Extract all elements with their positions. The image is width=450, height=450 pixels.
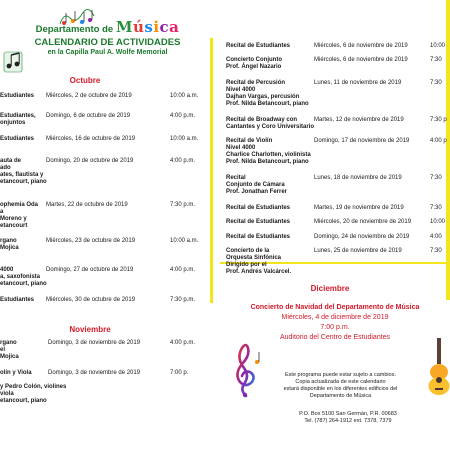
event-title-line: y Pedro Colón, violines <box>0 384 67 390</box>
event-date: Domingo, 20 de octubre de 2019 <box>46 158 134 164</box>
event-title-line: Dajhan Vargas, percusión <box>226 94 300 100</box>
event-date: Miércoles, 16 de octubre de 2019 <box>46 136 136 142</box>
event-date: Lunes, 25 de noviembre de 2019 <box>314 248 402 254</box>
december-event-date: Miércoles, 4 de diciembre de 2019 <box>281 314 389 321</box>
event-date: Domingo, 3 de noviembre de 2019 <box>48 340 141 346</box>
event-title-line: Recital de Broadway con <box>226 117 298 123</box>
december-event <box>224 303 446 343</box>
event-title <box>226 205 290 212</box>
event-title <box>226 80 309 108</box>
event-time: 4:00 p.m. <box>170 267 196 273</box>
event-date: Miércoles, 2 de octubre de 2019 <box>46 93 132 99</box>
event-time: 4:00 p.m. <box>170 340 196 346</box>
event-title <box>0 93 34 100</box>
event-title-line: Nivel 4000 <box>226 87 256 93</box>
event-time: 4:00 p.m. <box>170 158 196 164</box>
event-title-line: ates, flautista y <box>0 172 44 178</box>
event-date: Domingo, 24 de noviembre de 2019 <box>314 234 410 240</box>
musica-letter: ú <box>132 18 145 36</box>
month-heading-november: Noviembre <box>69 325 111 334</box>
event-title-line: Cantantes y Coro Universitario <box>226 124 315 130</box>
event-time: 4:00 <box>430 234 442 240</box>
event-date: Domingo, 3 de noviembre de 2019 <box>48 370 141 376</box>
event-title <box>0 202 38 230</box>
musica-letter: c <box>159 18 170 36</box>
month-heading-october: Octubre <box>69 76 101 85</box>
event-title-line: Concierto de la <box>226 248 270 254</box>
event-date: Lunes, 11 de noviembre de 2019 <box>314 80 402 86</box>
event-title-line: Recital de Estudiantes <box>226 219 291 225</box>
musica-letter: i <box>153 18 160 36</box>
event-title <box>0 267 47 288</box>
event-title-line: Concierto Conjunto <box>226 57 282 63</box>
header-title: CALENDARIO DE ACTIVIDADES <box>34 37 181 48</box>
event-title <box>0 113 36 127</box>
december-event-title: Concierto de Navidad del Departamento de Música <box>250 304 420 311</box>
event-title-line: Estudiantes <box>0 297 35 303</box>
event-title <box>0 340 19 361</box>
schedule-note-line: estará disponible en los diferentes edificios del <box>283 386 398 392</box>
event-date: Miércoles, 6 de noviembre de 2019 <box>314 57 408 63</box>
divider-right <box>446 0 450 300</box>
event-title-line: Dirigido por el <box>226 262 267 268</box>
event-date: Martes, 22 de octubre de 2019 <box>46 202 128 208</box>
event-title <box>226 175 287 196</box>
event-title-line: rgano <box>0 238 17 244</box>
header-musica <box>116 18 180 36</box>
event-title <box>226 248 291 276</box>
schedule-note <box>248 372 433 400</box>
calendar-header <box>0 18 215 56</box>
event-title-line: Recital de Percusión <box>226 80 286 86</box>
event-time: 7:30 <box>430 175 442 181</box>
event-time: 7:00 p. <box>170 370 189 376</box>
event-title-line: Recital de Violín <box>226 138 273 144</box>
event-title-line: ophemia Oda <box>0 202 39 208</box>
contact-line: Tel. (787) 264-1912 ext. 7378, 7379 <box>304 418 392 424</box>
event-title <box>226 234 290 241</box>
event-title-line: Mojica <box>0 354 19 360</box>
event-time: 4:00 p <box>430 138 447 144</box>
event-date: Domingo, 6 de octubre de 2019 <box>46 113 131 119</box>
event-title-line: Mojica <box>0 245 19 251</box>
event-title-line: Estudiantes, <box>0 113 36 119</box>
event-title-line: Charlice Charlotten, violinista <box>226 152 311 158</box>
event-title <box>0 297 34 304</box>
event-title <box>0 384 66 405</box>
schedule-note-line: Copia actualizada de este calendario <box>295 379 386 385</box>
event-title-line: onjuntos <box>0 120 26 126</box>
event-title-line: ado <box>0 165 11 171</box>
event-date: Martes, 19 de noviembre de 2019 <box>314 205 404 211</box>
musica-letter: a <box>169 18 180 36</box>
musica-letter: M <box>115 18 133 36</box>
event-title-line: etancourt, piano <box>0 281 47 287</box>
event-title-line: Recital <box>226 175 246 181</box>
event-title-line: Prof. Jonathan Ferrer <box>226 189 288 195</box>
event-title <box>0 370 32 377</box>
event-date: Miércoles, 30 de octubre de 2019 <box>46 297 136 303</box>
event-time: 7:30 p.m. <box>170 202 196 208</box>
event-title-line: Prof. Nilda Betancourt, piano <box>226 101 309 107</box>
musica-letter: s <box>144 18 154 36</box>
event-title-line: auta de <box>0 158 22 164</box>
event-date: Miércoles, 20 de noviembre de 2019 <box>314 219 412 225</box>
event-title-line: a <box>0 209 4 215</box>
event-title <box>0 238 19 252</box>
contact-info <box>268 411 428 425</box>
event-title-line: Estudiantes <box>0 93 35 99</box>
schedule-note-line: Departamento de Música <box>309 393 372 399</box>
music-notes-icon <box>2 46 24 76</box>
header-department <box>0 18 215 36</box>
event-time: 7:30 <box>430 248 442 254</box>
december-event-place: Auditorio del Centro de Estudiantes <box>279 334 391 341</box>
event-title-line: etancourt, piano <box>0 398 47 404</box>
event-title-line: a, saxofonista <box>0 274 41 280</box>
event-time: 7:30 <box>430 205 442 211</box>
event-title-line: Moreno y <box>0 216 27 222</box>
event-time: 7:30 p.m. <box>170 297 196 303</box>
event-title-line: Conjunto de Cámara <box>226 182 285 188</box>
contact-line: P.O. Box 5100 San Germán, P.R. 00683 <box>299 411 397 417</box>
event-title-line: Estudiantes <box>0 136 35 142</box>
event-date: Domingo, 27 de octubre de 2019 <box>46 267 134 273</box>
event-title-line: viola <box>0 391 14 397</box>
december-event-time: 7:00 p.m. <box>320 324 350 331</box>
event-title-line: Prof. Nilda Betancourt, piano <box>226 159 309 165</box>
month-heading-december: Diciembre <box>310 284 350 293</box>
event-date: Martes, 12 de noviembre de 2019 <box>314 117 404 123</box>
event-time: 7:30 <box>430 57 442 63</box>
event-title-line: etancourt <box>0 223 28 229</box>
event-time: 10:00 a.m. <box>170 93 199 99</box>
event-title-line: rgano <box>0 340 17 346</box>
schedule-note-line: Este programa puede estar sujeto a cambios. <box>285 372 396 378</box>
event-title-line: Recital de Estudiantes <box>226 205 291 211</box>
event-title-line: Recital de Estudiantes <box>226 234 291 240</box>
event-time: 10:00 a.m. <box>170 238 199 244</box>
event-title-line: Prof. Ángel Nazario <box>226 64 282 70</box>
event-time: 10:00 a.m. <box>170 136 199 142</box>
event-title <box>226 117 314 131</box>
event-title <box>226 57 282 71</box>
event-title <box>226 219 290 226</box>
event-date: Miércoles, 23 de octubre de 2019 <box>46 238 136 244</box>
event-title <box>226 43 290 50</box>
divider-left <box>210 38 213 303</box>
event-date: Lunes, 18 de noviembre de 2019 <box>314 175 402 181</box>
event-title-line: 4000 <box>0 267 14 273</box>
event-title <box>226 138 311 166</box>
event-title-line: Nivel 4000 <box>226 145 256 151</box>
header-subtitle: en la Capilla Paul A. Wolfe Memorial <box>47 49 168 56</box>
event-time: 4:00 p.m. <box>170 113 196 119</box>
event-title <box>0 136 34 143</box>
event-title-line: Orquesta Sinfónica <box>226 255 282 261</box>
event-title-line: olín y Viola <box>0 370 32 376</box>
event-title-line: Recital de Estudiantes <box>226 43 291 49</box>
event-time: 7:30 <box>430 80 442 86</box>
header-prefix: Departamento de <box>35 24 114 35</box>
event-title-line: Prof. Andrés Valcárcel. <box>226 269 292 275</box>
event-time: 7:30 p <box>430 117 447 123</box>
event-time: 10:00 <box>430 219 446 225</box>
event-time: 10:00 <box>430 43 446 49</box>
event-title-line: el <box>0 347 6 353</box>
event-date: Domingo, 17 de noviembre de 2019 <box>314 138 410 144</box>
event-date: Miércoles, 6 de noviembre de 2019 <box>314 43 408 49</box>
event-title-line: etancourt, piano <box>0 179 47 185</box>
event-title <box>0 158 47 186</box>
